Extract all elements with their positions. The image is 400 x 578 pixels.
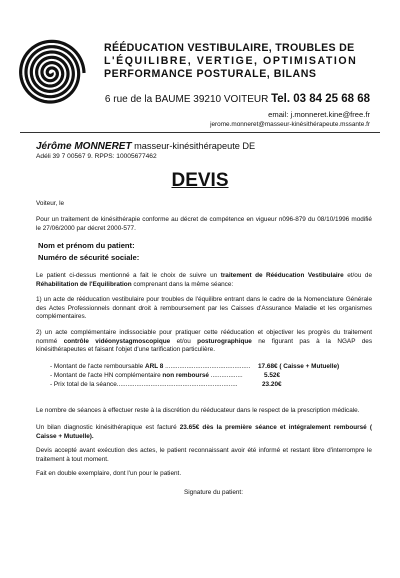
price-row-1: - Montant de l'acte remboursable ARL 8 ................................................ — [50, 363, 251, 370]
price-row-1-dots: ................................................ — [163, 363, 251, 370]
price-row-3-label: Prix total de la séance — [53, 381, 117, 388]
diagnostic-price: 23.65€ dès la première séance et intégralement remboursé ( Caisse + Mutuelle). — [36, 424, 372, 440]
header-title-line1: RÉÉDUCATION VESTIBULAIRE, TROUBLES DE — [104, 42, 355, 54]
diagnostic-pre: Un bilan diagnostic kinésithérapique est facturé — [36, 424, 180, 431]
practitioner-line — [36, 141, 255, 152]
intro-paragraph: Pour un traitement de kinésithérapie conforme au décret de compétence en vigueur n096-879 du 08/10/1996 modifié le 27/06/2000 par décret 2000-577. — [36, 216, 372, 232]
document-title: DEVIS — [171, 170, 229, 191]
sessions-paragraph: Le nombre de séances à effectuer reste à la discrétion du rééducateur dans le respect de la prescription médicale. — [36, 407, 360, 414]
price-row-2-value: 5.52€ — [264, 372, 280, 379]
social-security-field: Numéro de sécurité sociale: — [38, 253, 140, 262]
practitioner-title: masseur-kinésithérapeute DE — [134, 141, 256, 151]
price-row-2: - Montant de l'acte HN complémentaire non remboursé .................. — [50, 372, 243, 379]
price-row-2-dots: .................. — [208, 372, 243, 379]
header-divider — [20, 132, 380, 133]
price-row-1-label: Montant de l'acte remboursable — [53, 363, 146, 370]
spiral-logo-icon — [16, 38, 86, 108]
practitioner-ids: Adéli 39 7 00567 9. RPPS: 10005677462 — [36, 153, 157, 160]
price-row-3: - Prix total de la séance.................................................................... — [50, 381, 238, 388]
choice-paragraph — [36, 272, 372, 289]
email-address[interactable]: j.monneret.kine@free.fr — [290, 110, 370, 119]
place-date: Voiteur, le — [36, 200, 65, 207]
header-address-line — [105, 93, 370, 105]
price-row-1-code: ARL 8 — [145, 363, 164, 370]
email-line — [268, 110, 370, 119]
phone: Tel. 03 84 25 68 68 — [271, 93, 370, 105]
choice-vestibular: traitement de Rééducation Vestibulaire — [220, 272, 344, 279]
item-2-posturo: posturographique — [197, 337, 252, 345]
item-2-pre: 2) un acte complémentaire indissociable pour pratiquer cette rééducation et objectiver les progrès du traitement nommé — [36, 329, 372, 345]
price-row-3-value: 23.20€ — [262, 381, 282, 388]
diagnostic-paragraph — [36, 424, 372, 441]
choice-mid: et/ou de — [343, 272, 373, 279]
choice-post: comprenant dans la même séance: — [131, 280, 234, 288]
item-2-post: ne figurant pas à la NGAP des kinésithérapeutes et faisant l'objet d'une tarification particulière. — [36, 337, 373, 354]
email-label: email: — [268, 110, 289, 119]
item-2-video: contrôle vidéonystagmoscopique — [63, 337, 171, 345]
item-2-mid: et/ou — [170, 337, 198, 345]
address: 6 rue de la BAUME 39210 VOITEUR — [104, 94, 269, 105]
price-row-1-value: 17.68€ ( Caisse + Mutuelle) — [258, 363, 340, 370]
header-title-line2: L'ÉQUILIBRE, VERTIGE, OPTIMISATION — [104, 55, 358, 67]
choice-rehab: Réhabilitation de l'Equilibration — [36, 280, 132, 288]
price-row-3-dots: .................................................................... — [116, 381, 238, 388]
patient-signature-label: Signature du patient: — [184, 489, 243, 496]
copies-paragraph: Fait en double exemplaire, dont l'un pour le patient. — [36, 470, 182, 477]
acceptance-paragraph: Devis accepté avant exécution des actes, le patient reconnaissant avoir été informé et restant libre d'interrompre le traitement à tout moment. — [36, 447, 372, 463]
patient-name-field: Nom et prénom du patient: — [38, 241, 135, 250]
item-1: 1) un acte de rééducation vestibulaire pour troubles de l'équilibre entrant dans le cadre de la Nomenclature Générale des Actes Professionnels donnant droit à remboursement par les Caisses d'Assurance Maladie et les organismes complémentaires. — [36, 296, 372, 321]
practitioner-name: Jérôme MONNERET — [36, 141, 132, 152]
price-row-2-label: Montant de l'acte HN complémentaire — [53, 372, 163, 379]
item-2 — [36, 329, 372, 355]
secure-email[interactable]: jerome.monneret@masseur-kinésithérapeute.mssante.fr — [210, 121, 370, 128]
price-row-2-code: non remboursé — [162, 372, 209, 379]
choice-pre: Le patient ci-dessus mentionné a fait le choix de suivre un — [36, 272, 221, 279]
header-title-line3: PERFORMANCE POSTURALE, BILANS — [104, 68, 317, 80]
